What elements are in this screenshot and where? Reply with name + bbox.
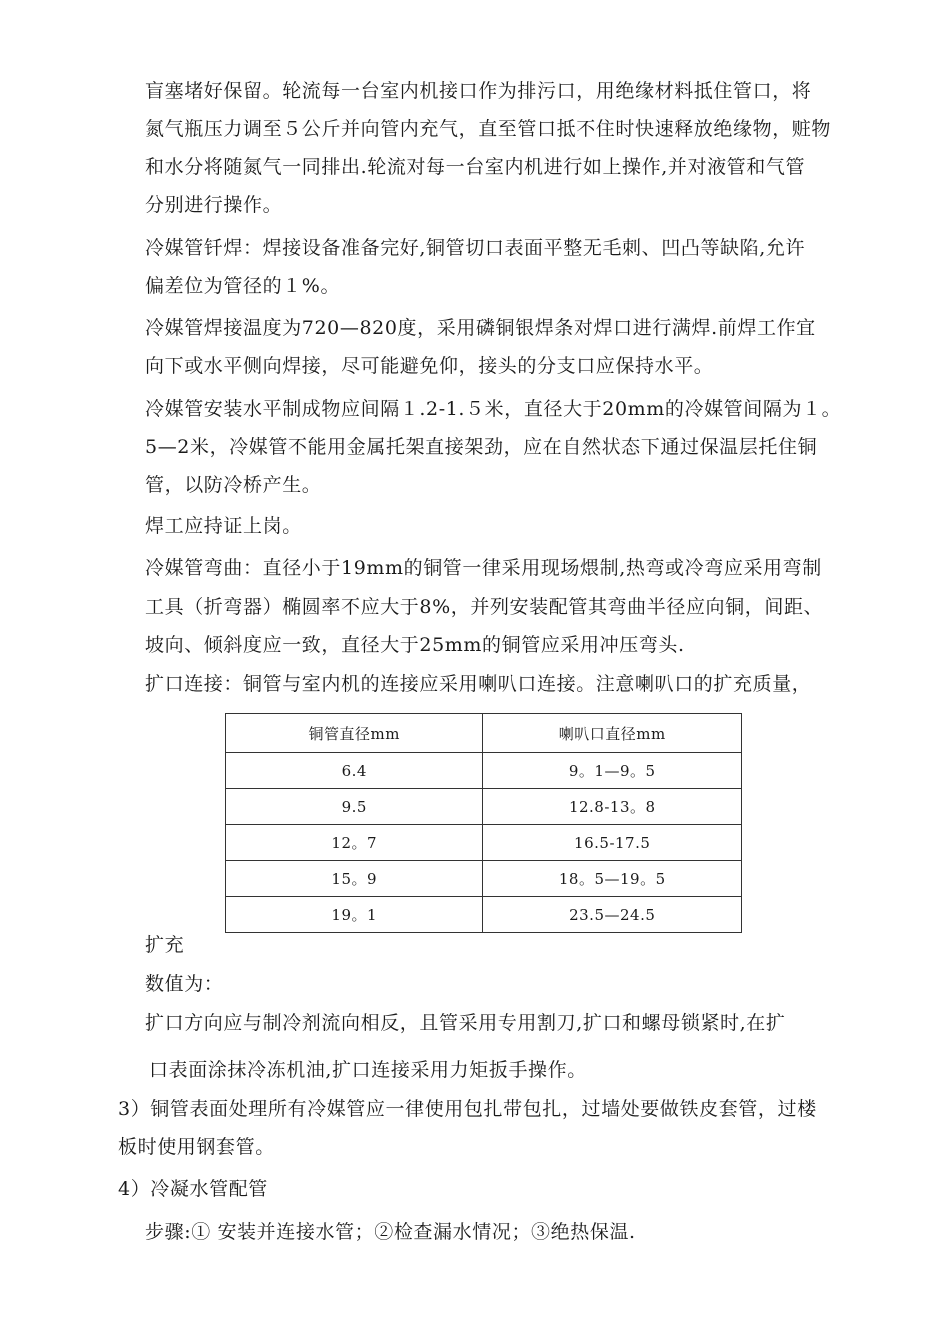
table-cell: 15。9: [226, 861, 483, 897]
paragraph-line: 板时使用钢套管。: [118, 1136, 275, 1158]
table-row: [226, 789, 742, 825]
table-cell: 6.4: [226, 753, 483, 789]
paragraph-line: 向下或水平侧向焊接，尽可能避免仰，接头的分支口应保持水平。: [145, 355, 714, 377]
paragraph-line: 扩充: [145, 934, 185, 956]
paragraph-line: 冷媒管钎焊：焊接设备准备完好,铜管切口表面平整无毛刺、凹凸等缺陷,允许: [145, 237, 806, 259]
column-header: 喇叭口直径mm: [483, 714, 742, 753]
paragraph-line: 冷媒管安装水平制成物应间隔１.2-1.５米，直径大于20mm的冷媒管间隔为１。: [145, 398, 842, 420]
paragraph-line: 扩口方向应与制冷剂流向相反，且管采用专用割刀,扩口和螺母锁紧时,在扩: [145, 1012, 786, 1034]
paragraph-line: 偏差位为管径的１%。: [145, 275, 341, 297]
paragraph-line: 扩口连接：铜管与室内机的连接应采用喇叭口连接。注意喇叭口的扩充质量，: [145, 673, 812, 695]
paragraph-line: 口表面涂抹冷冻机油,扩口连接采用力矩扳手操作。: [149, 1059, 587, 1081]
paragraph-line: 冷媒管焊接温度为720—820度，采用磷铜银焊条对焊口进行满焊.前焊工作宜: [145, 317, 816, 339]
paragraph-line: 焊工应持证上岗。: [145, 515, 302, 537]
flare-size-table: [225, 713, 742, 933]
paragraph-line: 坡向、倾斜度应一致，直径大于25mm的铜管应采用冲压弯头.: [145, 634, 685, 656]
table-row: [226, 825, 742, 861]
table-row: [226, 753, 742, 789]
table-header-row: [226, 714, 742, 753]
section-heading: 4）冷凝水管配管: [118, 1178, 268, 1200]
table-cell: 9.5: [226, 789, 483, 825]
table-row: [226, 897, 742, 933]
paragraph-line: 管，以防冷桥产生。: [145, 474, 322, 496]
table-cell: 12。7: [226, 825, 483, 861]
column-header: 铜管直径mm: [226, 714, 483, 753]
table-cell: 12.8-13。8: [483, 789, 742, 825]
paragraph-line: 数值为：: [145, 973, 224, 995]
table-cell: 18。5—19。5: [483, 861, 742, 897]
paragraph-line: 工具（折弯器）椭圆率不应大于8%，并列安装配管其弯曲半径应向铜，间距、: [145, 596, 824, 618]
paragraph-line: 氮气瓶压力调至５公斤并向管内充气，直至管口抵不住时快速释放绝缘物，赃物: [145, 118, 832, 140]
paragraph-line: 和水分将随氮气一同排出.轮流对每一台室内机进行如上操作,并对液管和气管: [145, 156, 806, 178]
paragraph-line: 步骤:① 安装并连接水管；②检查漏水情况；③绝热保温.: [145, 1221, 636, 1243]
paragraph-line: 5—2米，冷媒管不能用金属托架直接架劲，应在自然状态下通过保温层托住铜: [145, 436, 818, 458]
table-cell: 23.5—24.5: [483, 897, 742, 933]
paragraph-line: 冷媒管弯曲：直径小于19mm的铜管一律采用现场煨制,热弯或冷弯应采用弯制: [145, 557, 822, 579]
section-heading: 3）铜管表面处理所有冷媒管应一律使用包扎带包扎，过墙处要做铁皮套管，过楼: [118, 1098, 817, 1120]
paragraph-line: 分别进行操作。: [145, 194, 283, 216]
paragraph-line: 盲塞堵好保留。轮流每一台室内机接口作为排污口，用绝缘材料抵住管口，将: [145, 80, 812, 102]
table-cell: 19。1: [226, 897, 483, 933]
table-cell: 16.5-17.5: [483, 825, 742, 861]
table-cell: 9。1—9。5: [483, 753, 742, 789]
table-row: [226, 861, 742, 897]
